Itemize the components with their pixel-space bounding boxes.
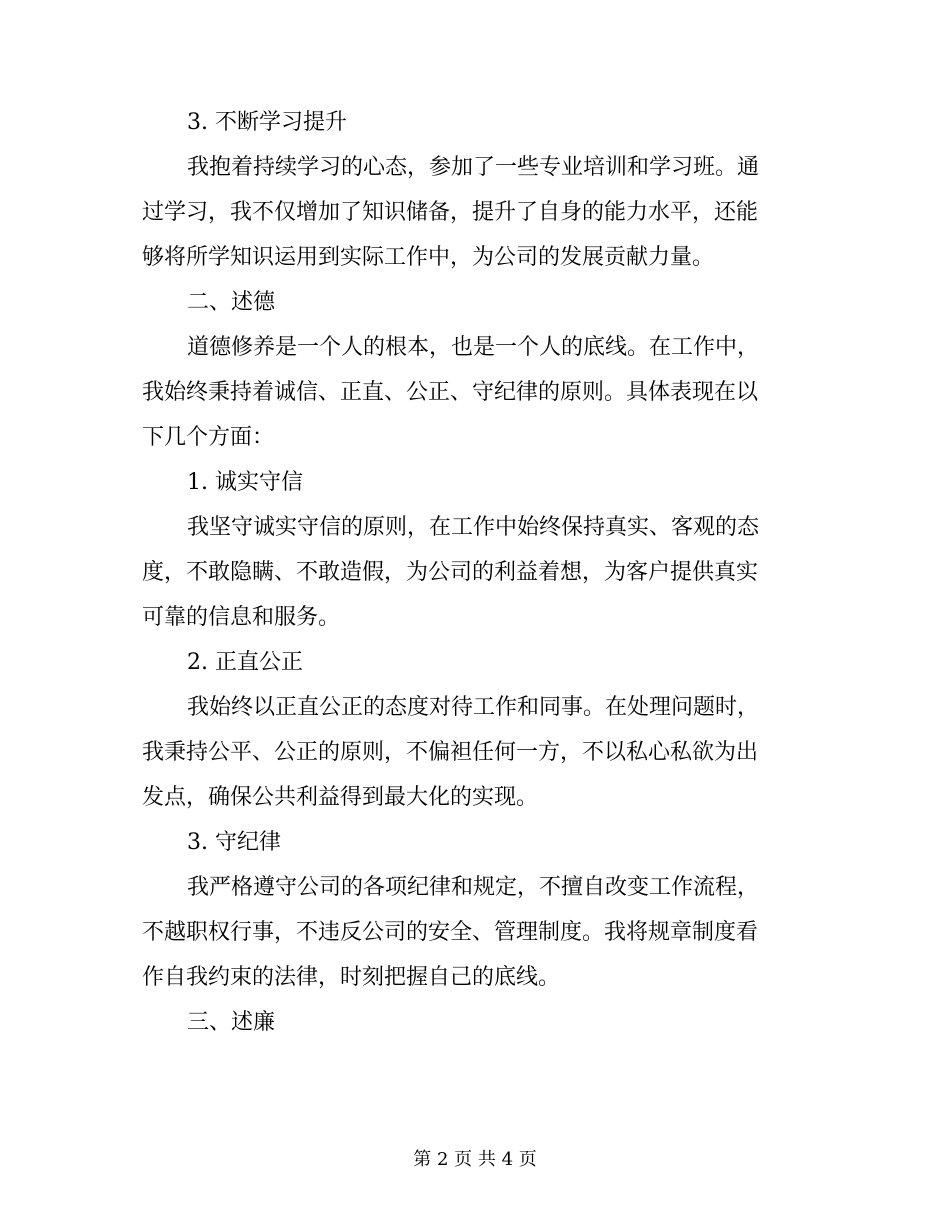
subheading-continuous-learning: 3. 不断学习提升 [187, 110, 347, 135]
paragraph-line: 我抱着持续学习的心态，参加了一些专业培训和学习班。通 [187, 155, 760, 180]
paragraph-line: 作自我约束的法律，时刻把握自己的底线。 [142, 965, 561, 990]
paragraph-line: 我秉持公平、公正的原则，不偏袒任何一方，不以私心私欲为出 [142, 740, 759, 765]
paragraph-line: 我严格遵守公司的各项纪律和规定，不擅自改变工作流程， [187, 875, 760, 900]
document-body [142, 100, 797, 1045]
paragraph-line: 不越职权行事，不违反公司的安全、管理制度。我将规章制度看 [142, 920, 759, 945]
paragraph-line: 够将所学知识运用到实际工作中，为公司的发展贡献力量。 [142, 245, 715, 270]
subheading-integrity: 2. 正直公正 [187, 650, 303, 675]
paragraph-line: 道德修养是一个人的根本，也是一个人的底线。在工作中， [187, 335, 760, 360]
subheading-discipline: 3. 守纪律 [187, 830, 281, 855]
subheading-honesty: 1. 诚实守信 [187, 470, 303, 495]
paragraph-line: 发点，确保公共利益得到最大化的实现。 [142, 785, 539, 810]
paragraph-line: 度，不敢隐瞒、不敢造假，为公司的利益着想，为客户提供真实 [142, 560, 759, 585]
paragraph-line: 我坚守诚实守信的原则，在工作中始终保持真实、客观的态 [187, 515, 760, 540]
paragraph-line: 我始终秉持着诚信、正直、公正、守纪律的原则。具体表现在以 [142, 380, 759, 405]
section-heading-morality: 二、述德 [187, 290, 276, 315]
paragraph-line: 过学习，我不仅增加了知识储备，提升了自身的能力水平，还能 [142, 200, 759, 225]
paragraph-line: 可靠的信息和服务。 [142, 605, 341, 630]
paragraph-line: 下几个方面： [142, 425, 275, 450]
page-number-footer: 第 2 页 共 4 页 [413, 1149, 537, 1170]
paragraph-line: 我始终以正直公正的态度对待工作和同事。在处理问题时， [187, 695, 760, 720]
section-heading-integrity-clean: 三、述廉 [187, 1010, 276, 1035]
